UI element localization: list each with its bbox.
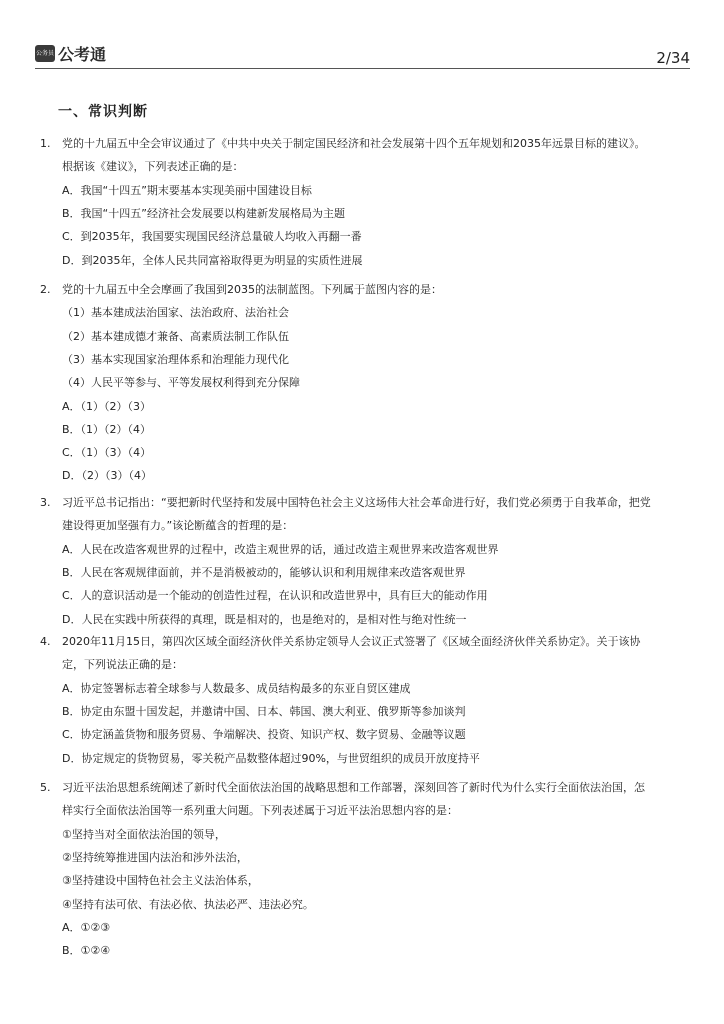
question-number: 1. (40, 137, 51, 150)
header-divider (35, 68, 690, 69)
answer-option: D．人民在实践中所获得的真理，既是相对的，也是绝对的，是相对性与绝对性统一 (62, 612, 467, 626)
question-stem-line: 习近平总书记指出：“要把新时代坚持和发展中国特色社会主义这场伟大社会革命进行好，我们党必须勇于自我革命，把党 (62, 496, 651, 509)
question-stem-line: ③坚持建设中国特色社会主义法治体系， (62, 874, 259, 888)
question-stem-line: ①坚持当对全面依法治国的领导， (62, 827, 226, 841)
question-number: 5. (40, 781, 51, 794)
question-stem-line: 2020年11月15日，第四次区域全面经济伙伴关系协定领导人会议正式签署了《区域全面经济伙伴关系协定》。关于该协 (62, 635, 641, 648)
answer-option: A．①②③ (62, 920, 111, 934)
answer-option: A．人民在改造客观世界的过程中，改造主观世界的话，通过改造主观世界来改造客观世界 (62, 542, 499, 556)
question-stem-line: ④坚持有法可依、有法必依、执法必严、违法必究。 (62, 897, 314, 911)
answer-option: C．人的意识活动是一个能动的创造性过程，在认识和改造世界中，具有巨大的能动作用 (62, 589, 488, 603)
answer-option: C．协定涵盖货物和服务贸易、争端解决、投资、知识产权、数字贸易、金融等议题 (62, 728, 466, 742)
answer-option: A．（1）（2）（3） (62, 399, 152, 413)
answer-option: D．到2035年，全体人民共同富裕取得更为明显的实质性进展 (62, 253, 363, 267)
section-title: 一、常识判断 (58, 104, 148, 120)
question-stem-line: 样实行全面依法治国等一系列重大问题。下列表述属于习近平法治思想内容的是： (62, 804, 458, 818)
answer-option: B．（1）（2）（4） (62, 422, 152, 436)
answer-option: D．协定规定的货物贸易，零关税产品数整体超过90%，与世贸组织的成员开放度持平 (62, 751, 480, 765)
question-stem-line: 根据该《建议》，下列表述正确的是： (62, 160, 244, 174)
question-stem-line: 党的十九届五中全会审议通过了《中共中央关于制定国民经济和社会发展第十四个五年规划和2035年远景目标的建议》。 (62, 137, 646, 150)
answer-option: B．人民在客观规律面前，并不是消极被动的，能够认识和利用规律来改造客观世界 (62, 565, 466, 579)
logo-icon: 公务员 (35, 45, 55, 62)
question-stem-line: 定，下列说法正确的是： (62, 658, 183, 672)
answer-option: B．协定由东盟十国发起，并邀请中国、日本、韩国、澳大利亚、俄罗斯等参加谈判 (62, 704, 466, 718)
answer-option: B．我国“十四五”经济社会发展要以构建新发展格局为主题 (62, 206, 345, 220)
question-stem-line: （1）基本建成法治国家、法治政府、法治社会 (62, 306, 289, 320)
question-stem-line: （3）基本实现国家治理体系和治理能力现代化 (62, 352, 289, 366)
answer-option: D．（2）（3）（4） (62, 469, 152, 483)
question-stem-line: （4）人民平等参与、平等发展权利得到充分保障 (62, 376, 300, 390)
question-number: 4. (40, 635, 51, 648)
answer-option: C．到2035年，我国要实现国民经济总量破人均收入再翻一番 (62, 230, 362, 244)
question-stem-line: 党的十九届五中全会摩画了我国到2035的法制蓝图。下列属于蓝图内容的是： (62, 283, 442, 296)
question-number: 3. (40, 496, 51, 509)
question-stem-line: ②坚持统筹推进国内法治和涉外法治， (62, 850, 248, 864)
question-number: 2. (40, 283, 51, 296)
answer-option: A．我国“十四五”期末要基本实现美丽中国建设目标 (62, 183, 312, 197)
answer-option: C．（1）（3）（4） (62, 446, 152, 460)
answer-option: A．协定签署标志着全球参与人数最多、成员结构最多的东亚自贸区建成 (62, 681, 411, 695)
logo-text: 公考通 (58, 45, 107, 64)
question-stem-line: （2）基本建成德才兼备、高素质法制工作队伍 (62, 329, 289, 343)
page-number: 2/34 (656, 49, 690, 67)
question-stem-line: 习近平法治思想系统阐述了新时代全面依法治国的战略思想和工作部署，深刻回答了新时代为什么实行全面依法治国，怎 (62, 781, 645, 794)
answer-option: B．①②④ (62, 944, 111, 958)
page-header (0, 0, 724, 70)
question-stem-line: 建设得更加坚强有力。”该论断蕴含的哲理的是： (62, 519, 294, 533)
